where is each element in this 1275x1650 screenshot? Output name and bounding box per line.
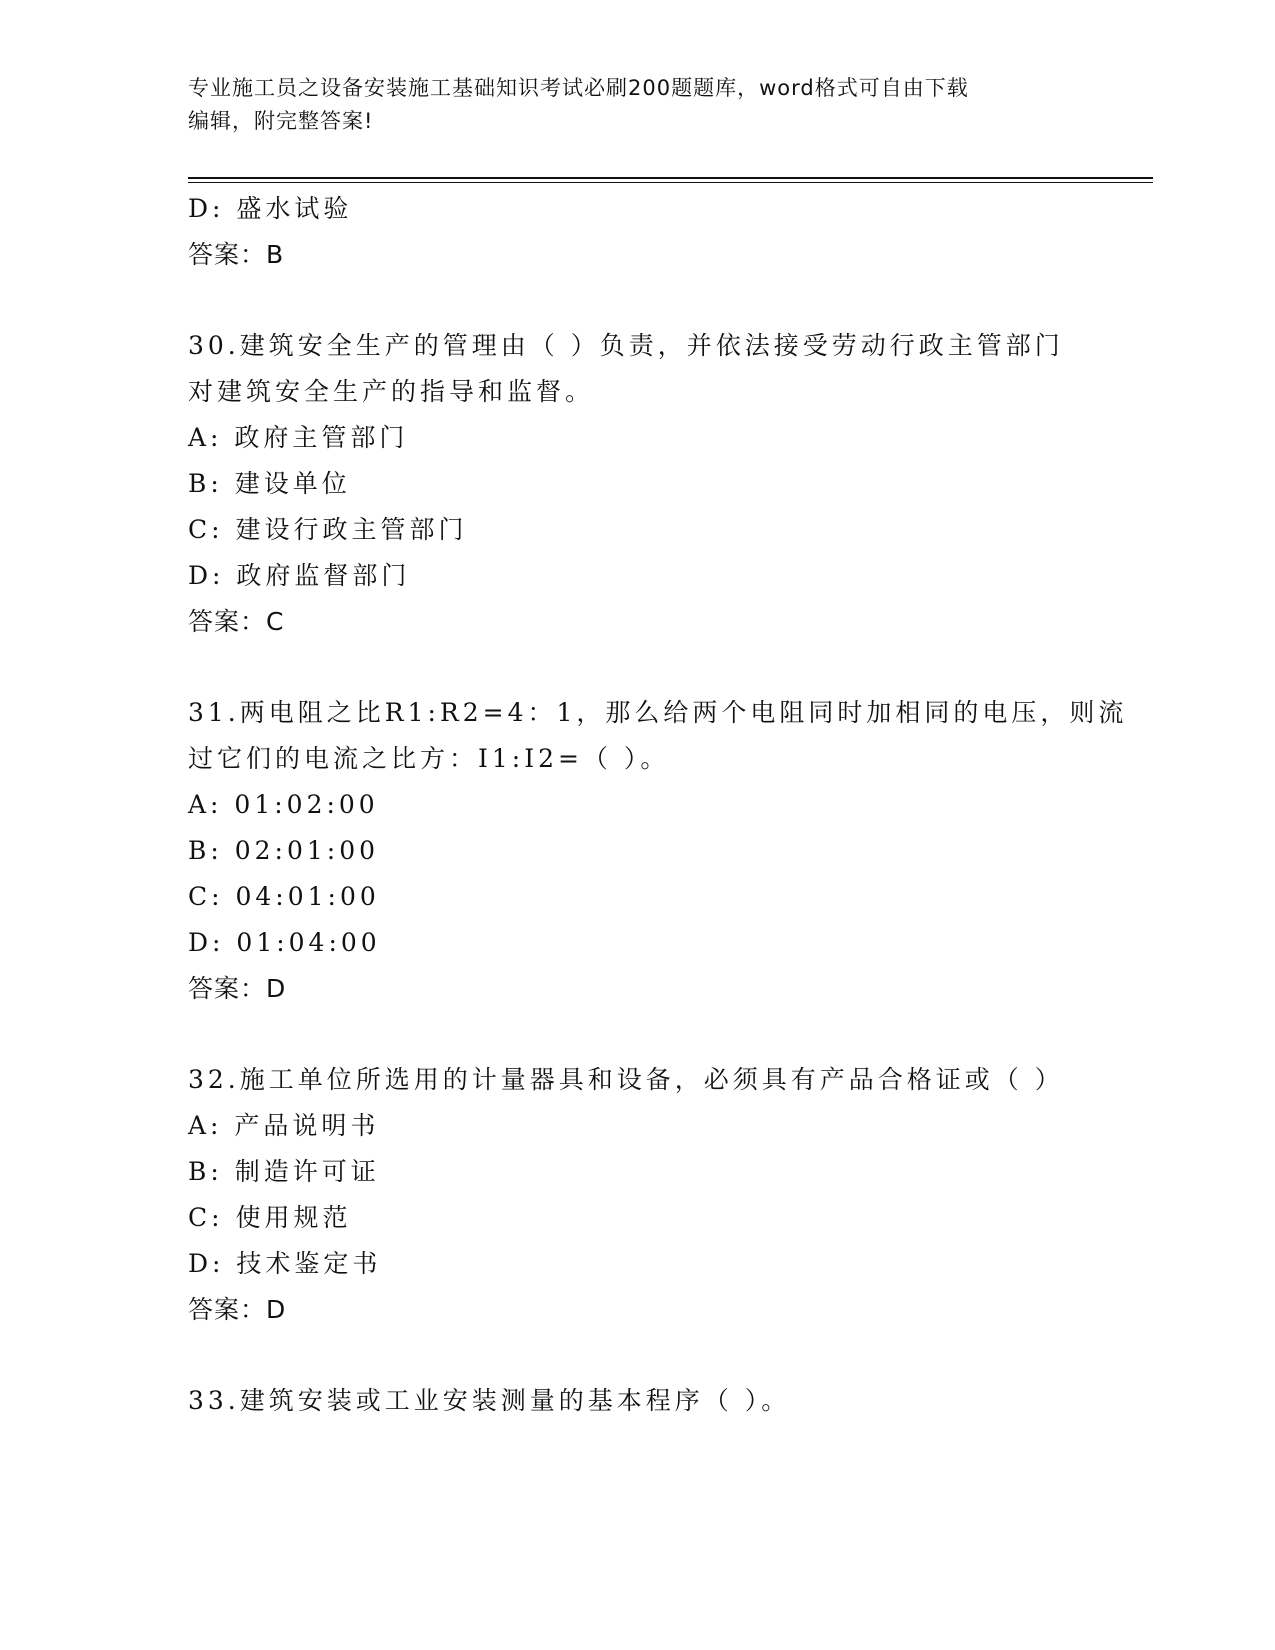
option-d: D: 01:04:00	[188, 928, 381, 957]
document-header	[188, 72, 1088, 138]
option-d: D: 技术鉴定书	[188, 1249, 382, 1278]
answer-line: 答案：B	[188, 240, 285, 269]
option-c: C: 04:01:00	[188, 882, 380, 911]
option-a: A: 产品说明书	[188, 1111, 380, 1140]
option-b: B: 建设单位	[188, 469, 351, 498]
answer-line: 答案：C	[188, 607, 285, 636]
option-b: B: 制造许可证	[188, 1157, 380, 1186]
option-c: C: 建设行政主管部门	[188, 515, 468, 544]
option-a: A: 政府主管部门	[188, 423, 409, 452]
header-divider-top	[188, 177, 1153, 179]
question-33	[188, 1378, 1088, 1424]
question-text-line: 过它们的电流之比方：I1:I2=（ ）。	[188, 744, 670, 773]
question-31	[188, 690, 1128, 1012]
question-32	[188, 1057, 1088, 1333]
option-d: D: 政府监督部门	[188, 561, 411, 590]
option-a: A: 01:02:00	[188, 790, 379, 819]
question-text-line: 30.建筑安全生产的管理由（ ）负责，并依法接受劳动行政主管部门	[188, 331, 1064, 360]
question-30	[188, 323, 1088, 645]
header-divider-bottom	[188, 182, 1153, 183]
header-title-line-1: 专业施工员之设备安装施工基础知识考试必刷200题题库，word格式可自由下载	[188, 76, 969, 100]
question-text-line: 32.施工单位所选用的计量器具和设备，必须具有产品合格证或（ ）	[188, 1065, 1064, 1094]
question-text-line: 33.建筑安装或工业安装测量的基本程序（ ）。	[188, 1386, 791, 1415]
option-b: B: 02:01:00	[188, 836, 380, 865]
header-title-line-2: 编辑，附完整答案!	[188, 109, 374, 133]
option-c: C: 使用规范	[188, 1203, 352, 1232]
option-d: D: 盛水试验	[188, 194, 353, 223]
previous-question-tail	[188, 186, 1088, 278]
answer-line: 答案：D	[188, 1295, 287, 1324]
question-text-line: 31.两电阻之比R1:R2=4：1，那么给两个电阻同时加相同的电压，则流	[188, 698, 1128, 727]
answer-line: 答案：D	[188, 974, 287, 1003]
question-list	[188, 186, 1128, 1424]
question-text-line: 对建筑安全生产的指导和监督。	[188, 377, 595, 406]
